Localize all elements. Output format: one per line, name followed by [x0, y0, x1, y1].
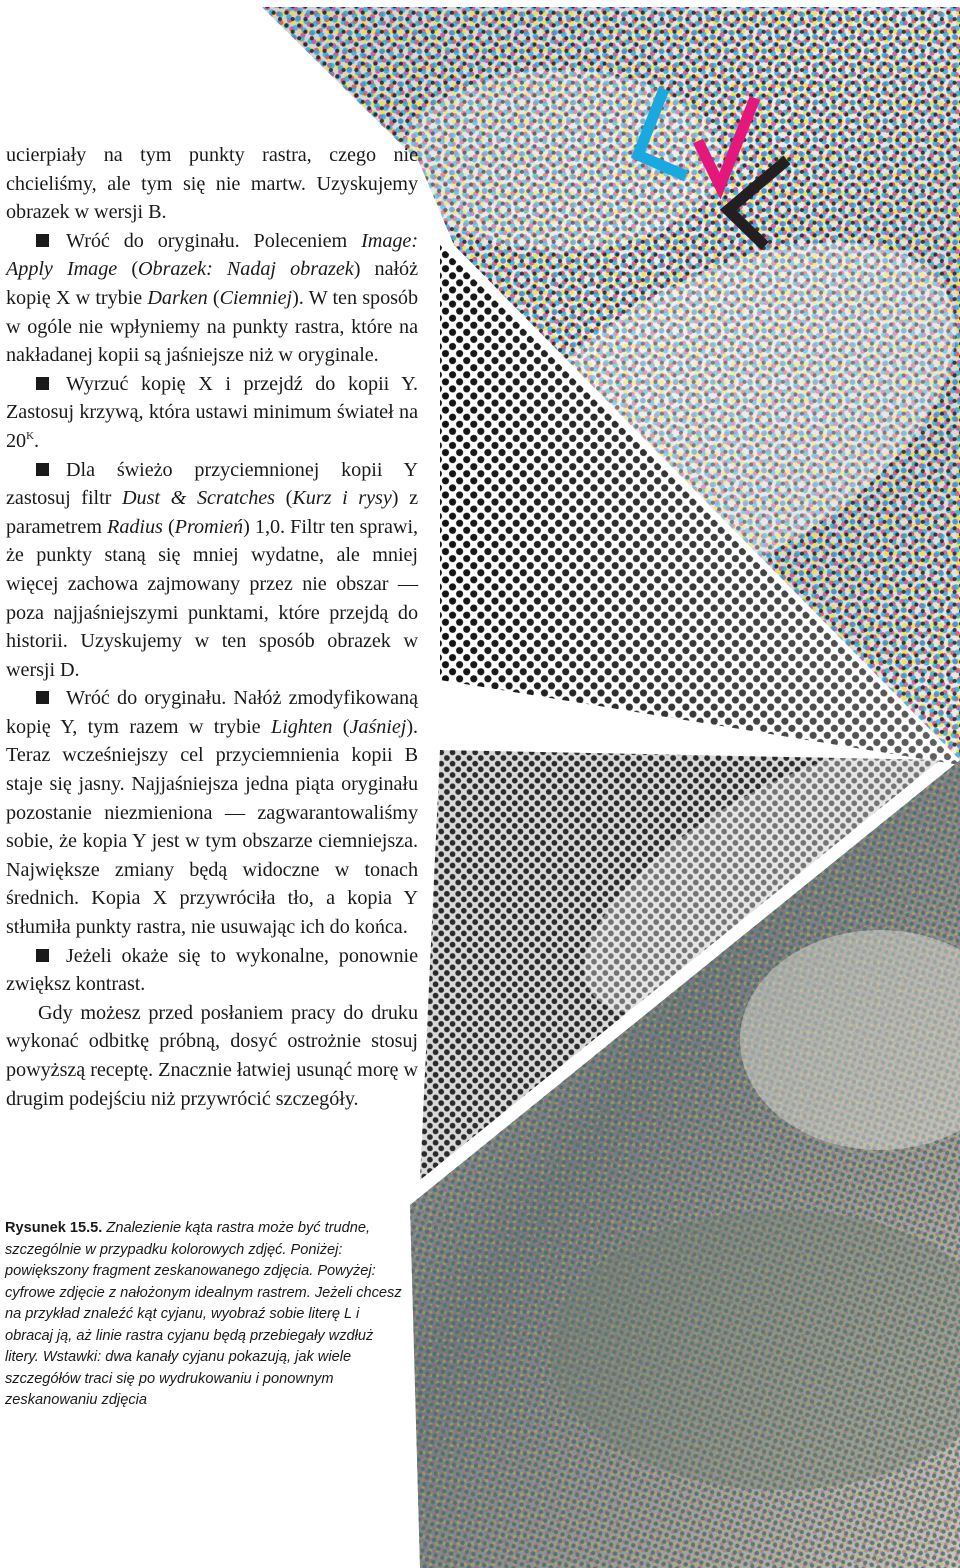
italic-term: Kurz i rysy — [292, 487, 392, 510]
paragraph — [6, 227, 418, 370]
square-bullet-icon — [36, 463, 49, 476]
text-segment: Dla świeżo przyciemnionej kopii Y zastosuj filtr — [6, 458, 418, 510]
text-segment: ( — [332, 715, 350, 738]
text-segment: ). Teraz wcześniejszy cel przyciemnienia kopii B staje się jasny. Najjaśniejsza jedna piąta oryginału pozostanie niezmieniona — zagwarantowaliśmy sobie, że kopia Y jest w tym obszarze ciemniejsza. Największe zmiany będą widoczne w tonach średnich. Kopia X przywróciła tło, a kopia Y stłumiła punkty rastra, nie usuwając ich do końca. — [6, 715, 418, 939]
caption-text: Znalezienie kąta rastra może być trudne, szczególnie w przypadku kolorowych zdjęć. Poniżej: powiększony fragment zeskanowanego zdjęcia. Powyżej: cyfrowe zdjęcie z nałożonym idealnym rastrem. Jeżeli chcesz na przykład znaleźć kąt cyjanu, wyobraź sobie literę L i obracaj ją, aż linie rastra cyjanu będą przebiegały wzdłuż litery. Wstawki: dwa kanały cyjanu pokazują, jak wiele szczegółów traci się po wydrukowaniu i ponownym zeskanowaniu zdjęcia — [5, 1220, 402, 1408]
body-text — [6, 141, 418, 1113]
italic-term: Obrazek: Nadaj obrazek — [138, 258, 354, 281]
figure-caption — [5, 1218, 405, 1412]
paragraph — [6, 141, 418, 227]
text-segment: ( — [207, 286, 220, 309]
text-segment: ) z parametrem — [6, 487, 418, 538]
italic-term: Dust & Scratches — [122, 487, 275, 510]
paragraph — [6, 999, 418, 1113]
text-segment: Gdy możesz przed posłaniem pracy do druku wykonać odbitkę próbną, dosyć ostrożnie stosuj powyższą receptę. Znacznie łatwiej usunąć morę w drugim podejściu niż przywrócić szczegóły. — [6, 1001, 418, 1110]
paragraph — [6, 942, 418, 999]
paragraph — [6, 684, 418, 941]
text-segment: ( — [274, 487, 293, 510]
text-segment: ( — [117, 258, 139, 281]
text-segment: K — [26, 429, 34, 442]
text-segment: ) 1,0. Filtr ten sprawi, że punkty staną się mniej wydatne, ale mniej więcej zachowa zajmowany przez nie obszar — poza najjaśniejszymi punktami, które przejdą do historii. Uzyskujemy w ten sposób obrazek w wersji D. — [6, 515, 418, 681]
text-segment: Wyrzuć kopię X i przejdź do kopii Y. Zastosuj krzywą, która ustawi minimum świateł na 20 — [6, 372, 418, 452]
text-segment: ). W ten sposób w ogóle nie wpłyniemy na punkty rastra, które na nakładanej kopii są jaśniejsze niż w oryginale. — [6, 286, 419, 367]
square-bullet-icon — [36, 949, 49, 962]
text-segment: . — [34, 429, 39, 452]
text-segment: ( — [162, 515, 175, 538]
text-segment: Wróć do oryginału. Poleceniem — [66, 229, 362, 252]
italic-term: Radius — [107, 515, 163, 538]
italic-term: Jaśniej — [349, 715, 407, 738]
square-bullet-icon — [36, 377, 49, 390]
italic-term: Lighten — [271, 715, 333, 738]
figure-label: Rysunek 15.5. — [5, 1220, 103, 1236]
italic-term: Image: Apply Image — [6, 229, 418, 281]
paragraph — [6, 456, 418, 685]
text-segment: ucierpiały na tym punkty rastra, czego nie chcieliśmy, ale tym się nie martw. Uzyskujemy obrazek w wersji B. — [6, 144, 418, 224]
text-segment: Wróć do oryginału. Nałóż zmodyfikowaną kopię Y, tym razem w trybie — [6, 687, 418, 738]
square-bullet-icon — [36, 234, 49, 247]
square-bullet-icon — [36, 691, 49, 704]
text-segment: Jeżeli okaże się to wykonalne, ponownie zwiększ kontrast. — [6, 944, 418, 996]
paragraph — [6, 370, 418, 456]
italic-term: Darken — [147, 286, 208, 309]
italic-term: Promień — [174, 515, 244, 538]
italic-term: Ciemniej — [219, 286, 293, 309]
text-segment: ) nałóż kopię X w trybie — [6, 258, 418, 309]
